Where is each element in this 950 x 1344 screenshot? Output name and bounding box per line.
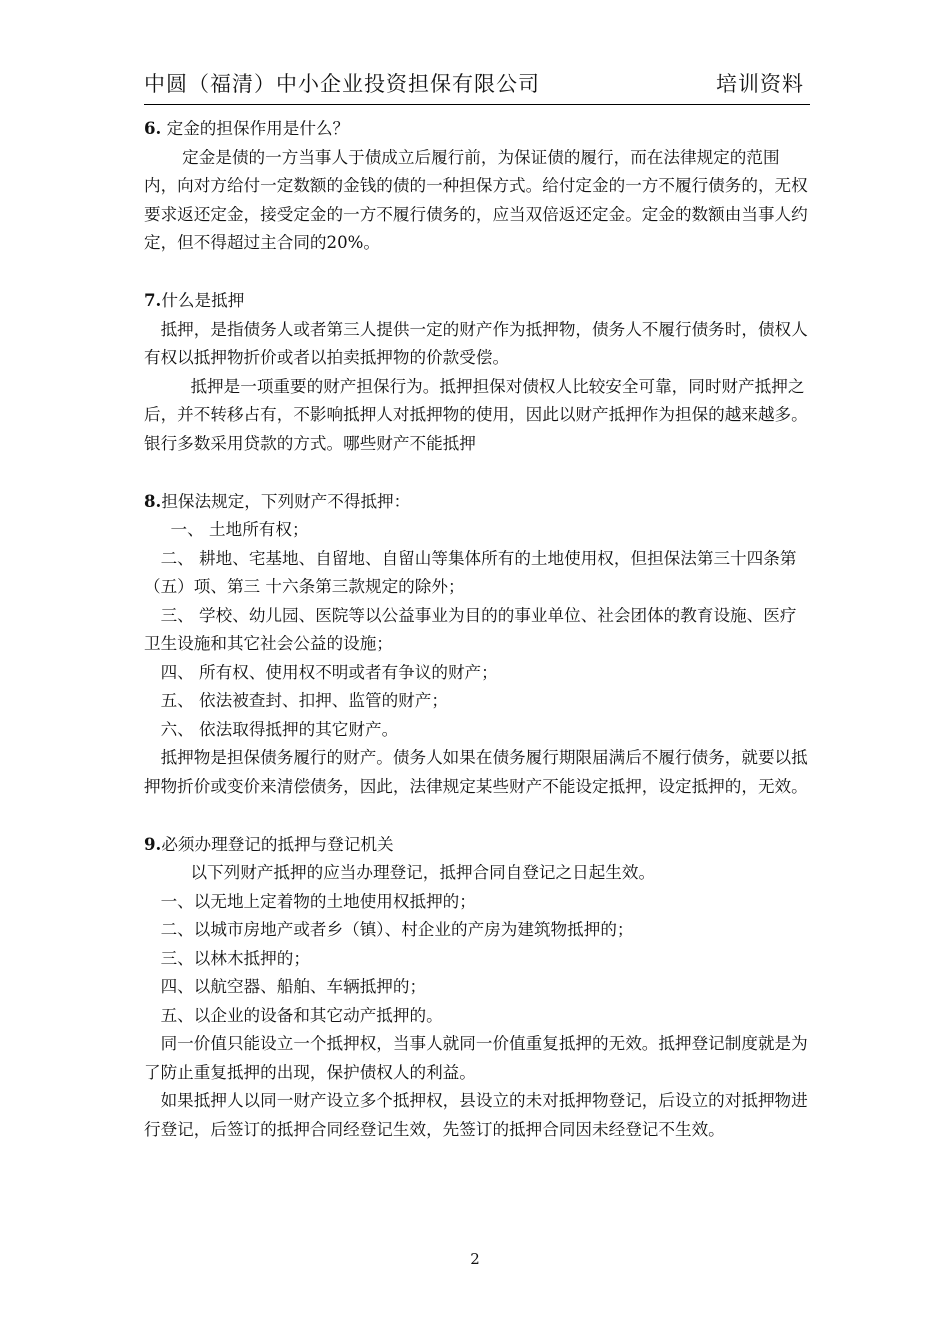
list-item: 三、 学校、幼儿园、医院等以公益事业为目的的事业单位、社会团体的教育设施、医疗卫生设施和其它社会公益的设施； <box>144 605 797 653</box>
list-item: 五、 依法被查封、扣押、监管的财产； <box>160 691 448 710</box>
section-heading <box>144 487 810 517</box>
list-item: 三、以林木抵押的； <box>160 948 310 968</box>
document-type: 培训资料 <box>716 72 804 96</box>
section-title: 必须办理登记的抵押与登记机关 <box>161 834 394 854</box>
list-item: 五、以企业的设备和其它动产抵押的。 <box>160 1005 443 1025</box>
paragraph: 以下列财产抵押的应当办理登记，抵押合同自登记之日起生效。 <box>190 863 656 882</box>
section-heading <box>144 830 810 860</box>
list-item: 二、以城市房地产或者乡（镇）、村企业的产房为建筑物抵押的； <box>160 920 634 939</box>
section-number: 8. <box>144 490 162 511</box>
company-name: 中圆（福清）中小企业投资担保有限公司 <box>144 72 540 96</box>
section-number: 6. <box>144 118 162 138</box>
section-title: 担保法规定，下列财产不得抵押： <box>161 491 411 511</box>
paragraph: 同一价值只能设立一个抵押权，当事人就同一价值重复抵押的无效。抵押登记制度就是为了防止重复抵押的出现，保护债权人的利益。 <box>144 1034 808 1082</box>
paragraph: 抵押，是指债务人或者第三人提供一定的财产作为抵押物，债务人不履行债务时，债权人有权以抵押物折价或者以拍卖抵押物的价款受偿。 <box>144 319 808 367</box>
page-header <box>144 66 810 105</box>
document-body <box>144 114 810 1144</box>
list-item: 四、以航空器、船舶、车辆抵押的； <box>160 977 427 996</box>
paragraph: 定金是债的一方当事人于债成立后履行前，为保证债的履行，而在法律规定的范围内，向对方给付一定数额的金钱的债的一种担保方式。给付定金的一方不履行债务的，无权要求返还定金，接受定金的一方不履行债务的，应当双倍返还定金。定金的数额由当事人约定，但不得超过主合同的20%。 <box>144 147 808 252</box>
section-title: 定金的担保作用是什么？ <box>161 119 350 138</box>
section-number: 7. <box>144 290 162 310</box>
section-title: 什么是抵押 <box>161 291 245 310</box>
paragraph: 抵押物是担保债务履行的财产。债务人如果在债务履行期限届满后不履行债务，就要以抵押物折价或变价来清偿债务，因此，法律规定某些财产不能设定抵押，设定抵押的，无效。 <box>144 748 808 796</box>
list-item: 四、 所有权、使用权不明或者有争议的财产； <box>160 662 498 682</box>
section-heading <box>144 286 810 316</box>
list-item: 六、 依法取得抵押的其它财产。 <box>160 719 399 739</box>
page-number: 2 <box>470 1250 480 1268</box>
paragraph: 如果抵押人以同一财产设立多个抵押权，县设立的未对抵押物登记，后设立的对抵押物进行登记，后签订的抵押合同经登记生效，先签订的抵押合同因未经登记不生效。 <box>144 1091 808 1139</box>
paragraph: 抵押是一项重要的财产担保行为。抵押担保对债权人比较安全可靠，同时财产抵押之后，并不转移占有，不影响抵押人对抵押物的使用，因此以财产抵押作为担保的越来越多。银行多数采用贷款的方式。哪些财产不能抵押 <box>144 376 808 453</box>
list-item: 二、 耕地、宅基地、自留地、自留山等集体所有的土地使用权，但担保法第三十四条第（五）项、第三 十六条第三款规定的除外； <box>144 548 797 596</box>
section-number: 9. <box>144 833 162 854</box>
section-heading <box>144 114 810 144</box>
list-item: 一、 土地所有权； <box>170 520 309 539</box>
list-item: 一、以无地上定着物的土地使用权抵押的； <box>160 891 476 911</box>
